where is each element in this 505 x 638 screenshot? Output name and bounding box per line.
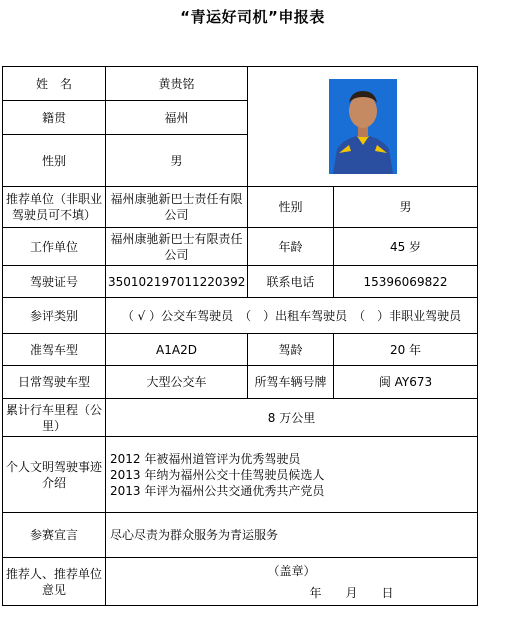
- opinion-cell: [106, 558, 478, 606]
- name-label: 姓 名: [3, 67, 106, 101]
- deeds-label: 个人文明驾驶事迹介绍: [3, 437, 106, 513]
- phone-label: 联系电话: [248, 266, 334, 298]
- native-value: 福州: [106, 101, 248, 135]
- photo-cell: [248, 67, 478, 187]
- daily-vehicle-label: 日常驾驶车型: [3, 366, 106, 399]
- declaration-value: 尽心尽责为群众服务为青运服务: [106, 513, 478, 558]
- declaration-label: 参赛宣言: [3, 513, 106, 558]
- deed-item: 2012 年被福州道管评为优秀驾驶员: [110, 451, 301, 466]
- recommend-unit-value: 福州康驰新巴士责任有限公司: [106, 187, 248, 228]
- native-label: 籍贯: [3, 101, 106, 135]
- category-label: 参评类别: [3, 298, 106, 334]
- page-title: “青运好司机”申报表: [180, 8, 325, 26]
- name-value: 黄贵铭: [106, 67, 248, 101]
- deeds-value: [106, 437, 478, 513]
- opinion-label: 推荐人、推荐单位意见: [3, 558, 106, 606]
- gender-label: 性别: [3, 135, 106, 187]
- license-type-label: 准驾车型: [3, 334, 106, 366]
- mileage-value: 8 万公里: [106, 399, 478, 437]
- seal-text: （盖章）: [267, 563, 316, 578]
- gender-value: 男: [106, 135, 248, 187]
- mileage-label: 累计行车里程（公里）: [3, 399, 106, 437]
- license-number-value: 350102197011220392: [106, 266, 248, 298]
- recommend-unit-label: 推荐单位（非职业驾驶员可不填）: [3, 187, 106, 228]
- gender-value-right: 男: [334, 187, 478, 228]
- applicant-photo: [329, 79, 397, 174]
- driving-years-value: 20 年: [334, 334, 478, 366]
- deed-item: 2013 年纳为福州公交十佳驾驶员候选人: [110, 467, 325, 482]
- category-value: （ √ ）公交车驾驶员 （ ）出租车驾驶员 （ ）非职业驾驶员: [106, 298, 478, 334]
- work-unit-value: 福州康驰新巴士有限责任公司: [106, 228, 248, 266]
- gender-label-right: 性别: [248, 187, 334, 228]
- date-text: 年 月 日: [309, 585, 394, 600]
- driving-years-label: 驾龄: [248, 334, 334, 366]
- license-number-label: 驾驶证号: [3, 266, 106, 298]
- daily-vehicle-value: 大型公交车: [106, 366, 248, 399]
- application-form-table: [2, 66, 478, 606]
- plate-value: 闽 AY673: [334, 366, 478, 399]
- deed-item: 2013 年评为福州公共交通优秀共产党员: [110, 483, 325, 498]
- age-label: 年龄: [248, 228, 334, 266]
- plate-label: 所驾车辆号牌: [248, 366, 334, 399]
- work-unit-label: 工作单位: [3, 228, 106, 266]
- age-value: 45 岁: [334, 228, 478, 266]
- license-type-value: A1A2D: [106, 334, 248, 366]
- phone-value: 15396069822: [334, 266, 478, 298]
